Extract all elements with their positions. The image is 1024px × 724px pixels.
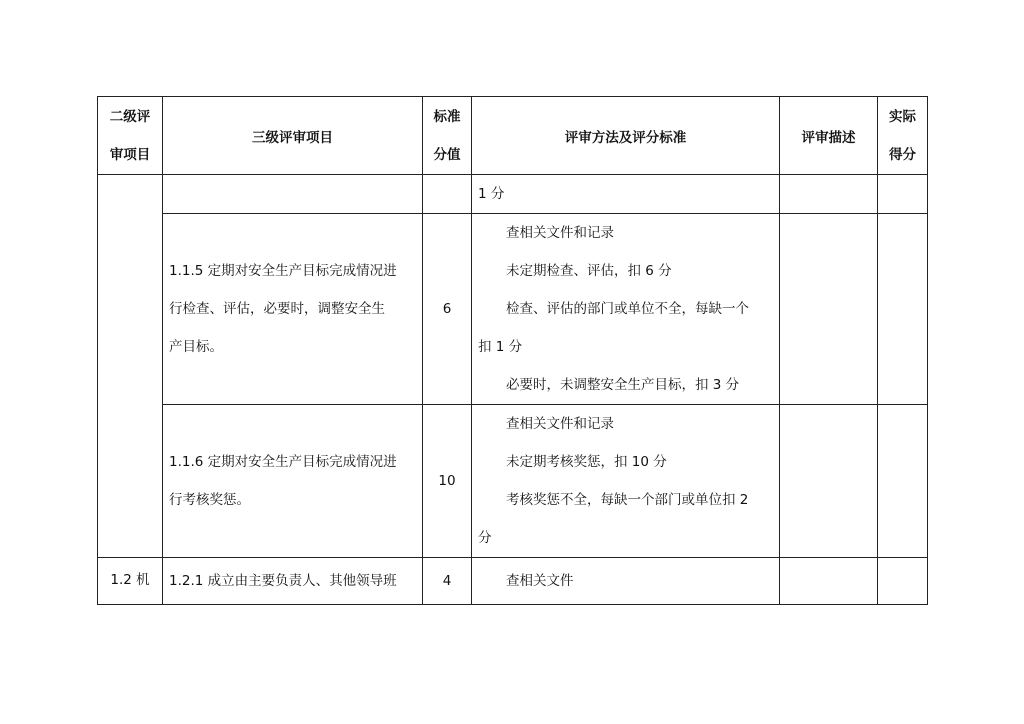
header-actual-score — [878, 97, 928, 175]
description-cell — [780, 405, 878, 558]
method-line: 分 — [478, 530, 492, 546]
evaluation-table — [97, 96, 928, 605]
header-row — [98, 97, 928, 175]
score-cell — [423, 175, 472, 214]
method-line: 查相关文件和记录 — [506, 416, 614, 432]
item-line: 1.2.1 成立由主要负责人、其他领导班 — [169, 573, 397, 589]
method-line: 查相关文件 — [506, 573, 574, 589]
level3-cell — [163, 405, 423, 558]
item-line: 行考核奖惩。 — [169, 492, 250, 508]
actual-score-cell — [878, 558, 928, 605]
header-method: 评审方法及评分标准 — [472, 97, 780, 175]
actual-score-cell — [878, 175, 928, 214]
method-line: 未定期考核奖惩，扣 10 分 — [506, 454, 667, 470]
level3-cell — [163, 214, 423, 405]
header-actual-line1: 实际 — [889, 108, 916, 125]
header-standard-line1: 标准 — [433, 108, 461, 125]
description-cell — [780, 214, 878, 405]
header-standard-line2: 分值 — [433, 146, 461, 163]
header-level2-line2: 审项目 — [109, 146, 151, 163]
actual-score-cell — [878, 405, 928, 558]
method-cell — [472, 405, 780, 558]
score-cell: 10 — [423, 405, 472, 558]
method-line: 扣 1 分 — [478, 339, 523, 355]
method-line: 查相关文件和记录 — [506, 225, 614, 241]
method-line: 考核奖惩不全，每缺一个部门或单位扣 2 — [506, 492, 749, 508]
item-line: 产目标。 — [169, 339, 223, 355]
item-line: 1.1.6 定期对安全生产目标完成情况进 — [169, 454, 397, 470]
method-line: 检查、评估的部门或单位不全，每缺一个 — [506, 301, 749, 317]
method-line: 未定期检查、评估，扣 6 分 — [506, 263, 672, 279]
header-level3-item: 三级评审项目 — [163, 97, 423, 175]
score-cell: 4 — [423, 558, 472, 605]
score-cell: 6 — [423, 214, 472, 405]
method-line: 必要时，未调整安全生产目标，扣 3 分 — [506, 377, 740, 393]
header-standard-score — [423, 97, 472, 175]
header-actual-line2: 得分 — [889, 146, 916, 163]
table-row — [98, 175, 928, 214]
header-level2-item — [98, 97, 163, 175]
level3-cell — [163, 175, 423, 214]
header-description: 评审描述 — [780, 97, 878, 175]
level2-cell: 1.2 机 — [98, 558, 163, 605]
header-level2-line1: 二级评 — [109, 108, 151, 125]
method-line: 1 分 — [478, 186, 505, 202]
level2-cell — [98, 175, 163, 558]
description-cell — [780, 558, 878, 605]
method-cell — [472, 214, 780, 405]
table-row — [98, 558, 928, 605]
item-line: 1.1.5 定期对安全生产目标完成情况进 — [169, 263, 397, 279]
level3-cell — [163, 558, 423, 605]
method-cell — [472, 175, 780, 214]
table-row — [98, 214, 928, 405]
item-line: 行检查、评估，必要时，调整安全生 — [169, 301, 385, 317]
table-row — [98, 405, 928, 558]
method-cell — [472, 558, 780, 605]
actual-score-cell — [878, 214, 928, 405]
description-cell — [780, 175, 878, 214]
